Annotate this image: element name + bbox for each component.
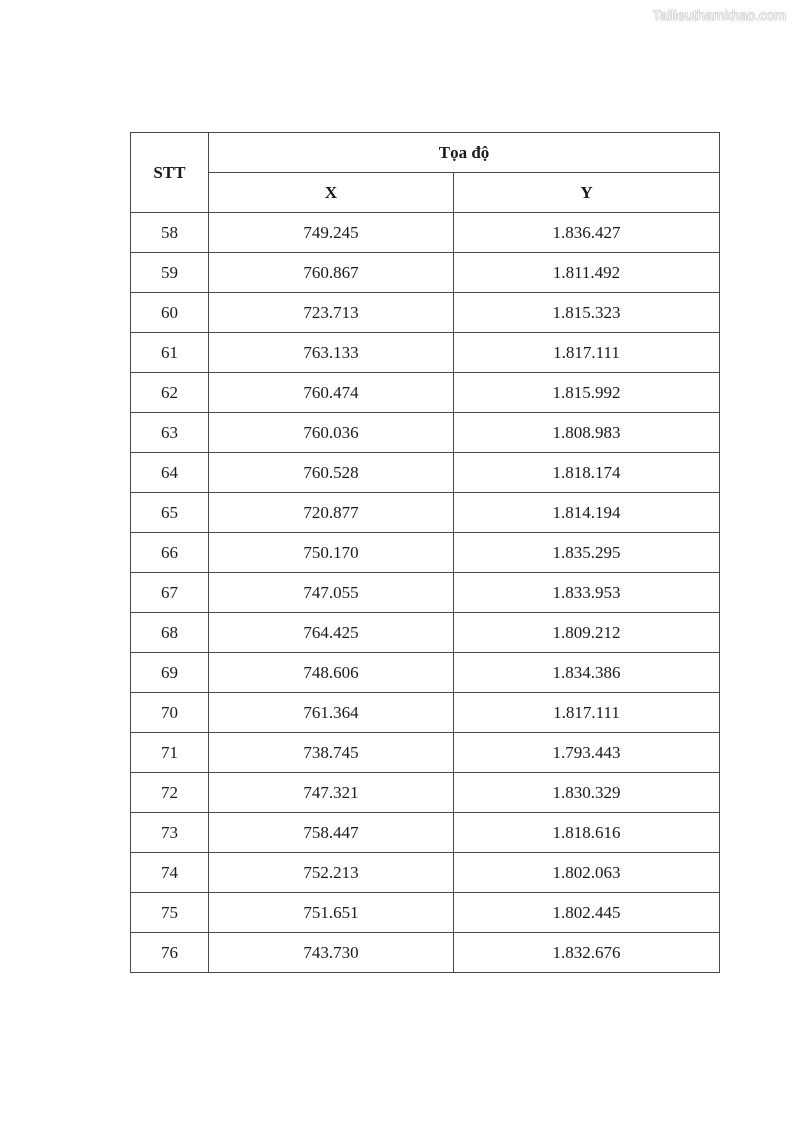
cell-y: 1.836.427	[454, 213, 720, 253]
table-row	[131, 733, 720, 773]
cell-y: 1.802.445	[454, 893, 720, 933]
cell-x: 764.425	[209, 613, 454, 653]
cell-y: 1.830.329	[454, 773, 720, 813]
cell-stt: 65	[131, 493, 209, 533]
cell-x: 720.877	[209, 493, 454, 533]
cell-stt: 67	[131, 573, 209, 613]
cell-x: 751.651	[209, 893, 454, 933]
cell-stt: 60	[131, 293, 209, 333]
table-row	[131, 453, 720, 493]
cell-y: 1.817.111	[454, 693, 720, 733]
watermark: Tailieuthamkhao.com	[652, 7, 786, 23]
cell-y: 1.815.323	[454, 293, 720, 333]
cell-x: 760.474	[209, 373, 454, 413]
table-row	[131, 853, 720, 893]
cell-stt: 73	[131, 813, 209, 853]
table-row	[131, 813, 720, 853]
cell-stt: 69	[131, 653, 209, 693]
table-row	[131, 493, 720, 533]
table-row	[131, 893, 720, 933]
cell-y: 1.793.443	[454, 733, 720, 773]
cell-y: 1.814.194	[454, 493, 720, 533]
table-row	[131, 573, 720, 613]
cell-y: 1.817.111	[454, 333, 720, 373]
header-y: Y	[454, 173, 720, 213]
cell-stt: 71	[131, 733, 209, 773]
cell-x: 760.528	[209, 453, 454, 493]
cell-x: 743.730	[209, 933, 454, 973]
table-body	[131, 213, 720, 973]
cell-y: 1.835.295	[454, 533, 720, 573]
cell-x: 761.364	[209, 693, 454, 733]
cell-x: 763.133	[209, 333, 454, 373]
table-row	[131, 253, 720, 293]
cell-stt: 72	[131, 773, 209, 813]
cell-x: 747.055	[209, 573, 454, 613]
cell-y: 1.818.616	[454, 813, 720, 853]
cell-stt: 75	[131, 893, 209, 933]
cell-x: 758.447	[209, 813, 454, 853]
cell-y: 1.815.992	[454, 373, 720, 413]
cell-stt: 58	[131, 213, 209, 253]
cell-x: 748.606	[209, 653, 454, 693]
cell-stt: 64	[131, 453, 209, 493]
table-row	[131, 413, 720, 453]
cell-y: 1.834.386	[454, 653, 720, 693]
table-row	[131, 773, 720, 813]
table-row	[131, 213, 720, 253]
cell-x: 738.745	[209, 733, 454, 773]
cell-y: 1.809.212	[454, 613, 720, 653]
cell-x: 747.321	[209, 773, 454, 813]
cell-stt: 63	[131, 413, 209, 453]
cell-stt: 68	[131, 613, 209, 653]
cell-x: 750.170	[209, 533, 454, 573]
cell-y: 1.833.953	[454, 573, 720, 613]
cell-x: 749.245	[209, 213, 454, 253]
table-row	[131, 693, 720, 733]
cell-x: 760.036	[209, 413, 454, 453]
cell-stt: 66	[131, 533, 209, 573]
cell-stt: 74	[131, 853, 209, 893]
cell-stt: 70	[131, 693, 209, 733]
header-x: X	[209, 173, 454, 213]
cell-x: 723.713	[209, 293, 454, 333]
table-row	[131, 333, 720, 373]
table-row	[131, 933, 720, 973]
table-row	[131, 293, 720, 333]
coordinates-table	[130, 132, 720, 973]
cell-stt: 76	[131, 933, 209, 973]
cell-y: 1.808.983	[454, 413, 720, 453]
cell-stt: 61	[131, 333, 209, 373]
header-stt: STT	[131, 133, 209, 213]
table-header	[131, 133, 720, 213]
cell-stt: 59	[131, 253, 209, 293]
cell-y: 1.832.676	[454, 933, 720, 973]
cell-x: 752.213	[209, 853, 454, 893]
cell-y: 1.818.174	[454, 453, 720, 493]
table-row	[131, 613, 720, 653]
table-row	[131, 653, 720, 693]
cell-y: 1.811.492	[454, 253, 720, 293]
cell-x: 760.867	[209, 253, 454, 293]
cell-stt: 62	[131, 373, 209, 413]
header-coordinates: Tọa độ	[209, 133, 720, 173]
table-row	[131, 373, 720, 413]
table-row	[131, 533, 720, 573]
cell-y: 1.802.063	[454, 853, 720, 893]
